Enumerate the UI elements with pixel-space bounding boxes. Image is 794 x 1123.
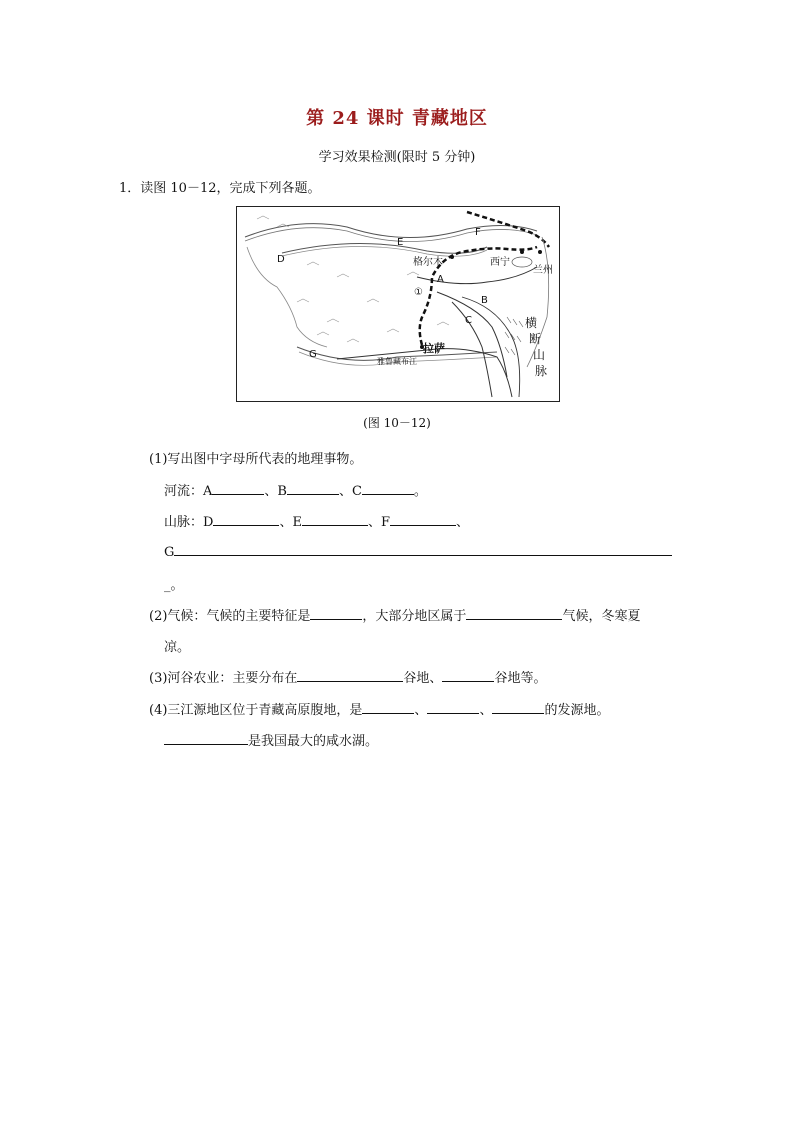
hengduan-char-1: 横: [525, 316, 538, 330]
answer-blank-river-1[interactable]: [362, 701, 414, 714]
north-mountain-line: [245, 224, 537, 238]
map-letter-d: D: [277, 254, 285, 265]
answer-blank-valley-1[interactable]: [297, 669, 403, 682]
answer-blank-river-2[interactable]: [427, 701, 479, 714]
answer-blank-lake[interactable]: [164, 732, 248, 745]
map-letter-a: A: [437, 274, 444, 285]
answer-blank-c[interactable]: [362, 482, 414, 495]
river-a: [417, 267, 537, 284]
answer-blank-d[interactable]: [213, 513, 279, 526]
part2-line2: 凉。: [164, 640, 191, 655]
map-letter-b: B: [481, 295, 488, 306]
page-title: 第 24 课时 青藏地区: [306, 108, 488, 129]
answer-blank-a[interactable]: [212, 482, 264, 495]
part3-line: (3)河谷农业：主要分布在 谷地、 谷地等。: [149, 671, 547, 686]
part4-line2: 是我国最大的咸水湖。: [164, 730, 378, 749]
map-letter-e: E: [397, 237, 404, 248]
answer-blank-river-3[interactable]: [492, 701, 544, 714]
question-intro: 1．读图 10－12，完成下列各题。: [119, 181, 321, 196]
map-letter-g: G: [309, 349, 317, 360]
part1-g-end: _。: [164, 578, 184, 593]
city-xining: 西宁: [490, 257, 510, 268]
answer-blank-climate-type[interactable]: [466, 607, 562, 620]
part2-line1: (2)气候：气候的主要特征是 ，大部分地区属于 气候，冬寒夏: [149, 609, 641, 624]
hengduan-char-4: 脉: [535, 364, 548, 378]
part1-mountains: 山脉：D 、E 、F 、: [164, 515, 469, 530]
part4-line1: (4)三江源地区位于青藏高原腹地，是 、 、 的发源地。: [149, 703, 610, 718]
map-circled-one: ①: [414, 287, 423, 298]
answer-blank-valley-2[interactable]: [442, 669, 494, 682]
river-b: [437, 292, 507, 377]
hengduan-char-2: 断: [529, 332, 542, 346]
hengduan-char-3: 山: [533, 348, 546, 362]
answer-blank-g[interactable]: [174, 543, 672, 556]
page-subtitle: 学习效果检测(限时 5 分钟): [318, 150, 476, 165]
city-golmud: 格尔木: [413, 257, 443, 268]
part1-intro: (1)写出图中字母所代表的地理事物。: [149, 452, 363, 467]
city-lanzhou: 兰州: [533, 265, 553, 276]
map-letter-f: F: [475, 227, 481, 238]
city-lhasa: 拉萨: [423, 342, 445, 355]
answer-blank-f[interactable]: [390, 513, 456, 526]
figure-caption: (图 10－12): [363, 416, 431, 430]
lake: [512, 257, 532, 267]
part1-g: G: [164, 543, 672, 560]
part1-rivers: 河流：A 、B 、C 。: [164, 484, 427, 499]
kunlun-line: [282, 243, 487, 253]
map-letter-c: C: [465, 315, 472, 326]
answer-blank-climate-feature[interactable]: [310, 607, 362, 620]
answer-blank-b[interactable]: [287, 482, 339, 495]
map-drawing: [237, 207, 559, 401]
qinghai-tibet-map: [236, 206, 560, 402]
yarlung-label: 雅鲁藏布江: [377, 357, 417, 366]
answer-blank-e[interactable]: [302, 513, 368, 526]
